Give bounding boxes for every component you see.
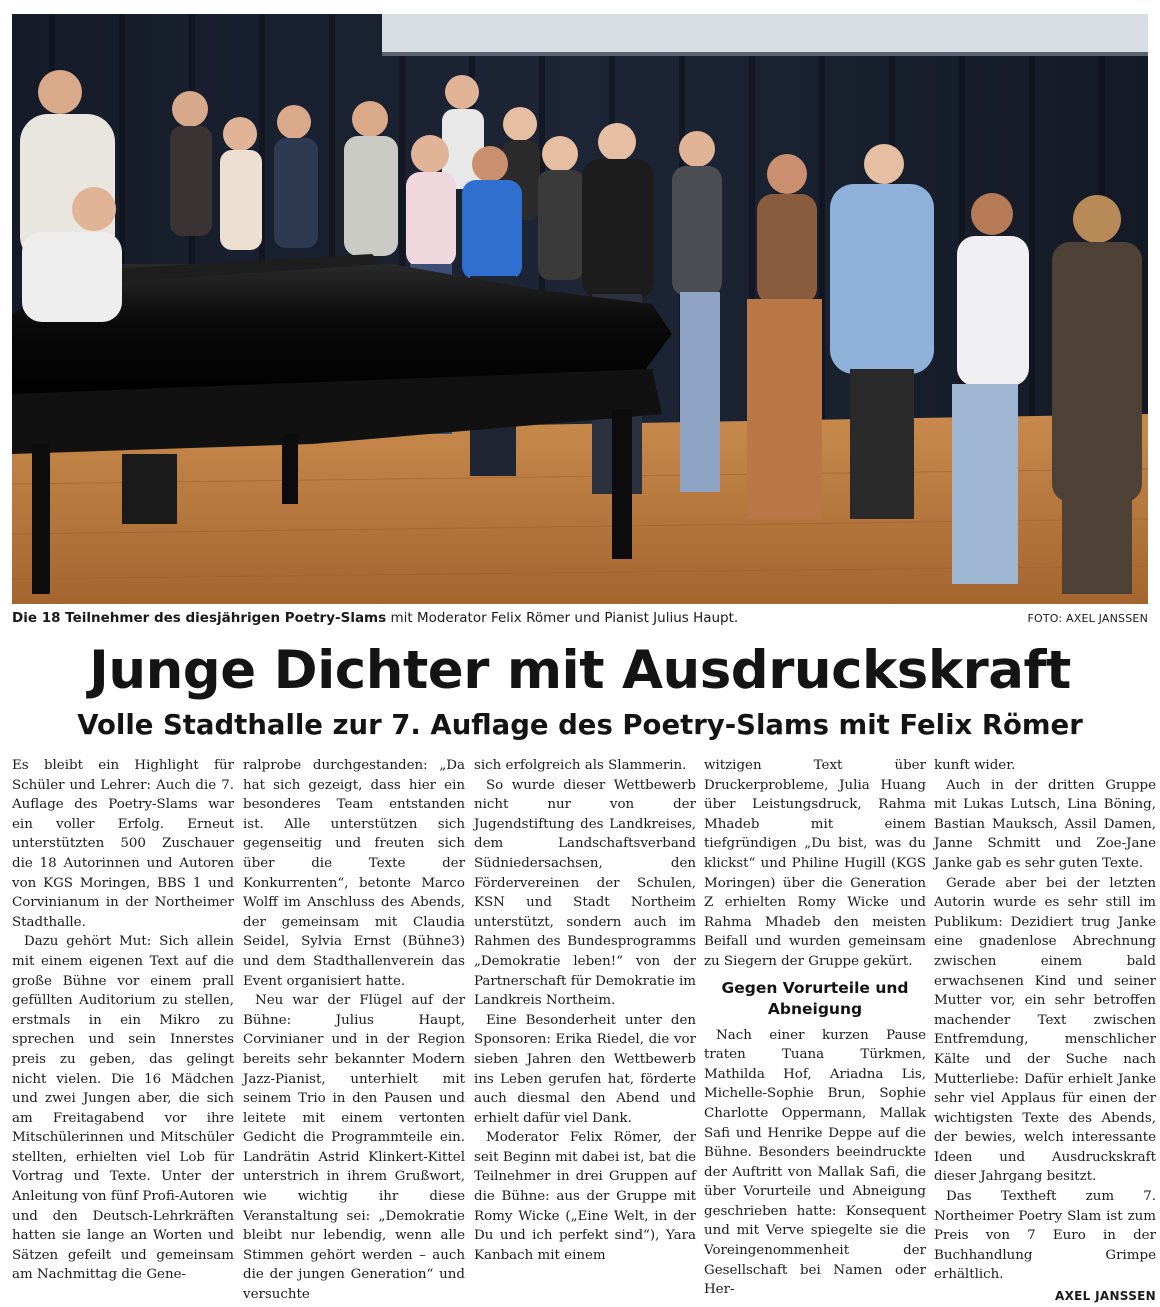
article-photo bbox=[12, 14, 1148, 604]
headline: Junge Dichter mit Ausdruckskraft bbox=[89, 640, 1071, 701]
column-2 bbox=[243, 756, 465, 1305]
projection-screen bbox=[382, 14, 1148, 54]
paragraph: ralprobe durchgestanden: „Da hat sich gezeigt, dass hier ein besonderes Team entstanden ist. Alle unterstützen sich gegenseitig und freuten sich über die Texte der Konkurrenten“, betonte Marco Wolff im Anschluss des Abends, der gemeinsam mit Claudia Seidel, Sylvia Ernst (Bühne3) und dem Stadthallenverein das Event organisiert hatte. bbox=[243, 758, 465, 989]
paragraph: Es bleibt ein Highlight für Schüler und Lehrer: Auch die 7. Auflage des Poetry-Slams war ein voller Erfolg. Erneut unterstützten 500 Zuschauer die 18 Autorinnen und Autoren von KGS Moringen, BBS 1 und Corvinianum in der Northeimer Stadthalle. bbox=[12, 758, 234, 930]
column-3 bbox=[474, 756, 696, 1265]
paragraph: Gerade aber bei der letzten Autorin wurde es sehr still im Publikum: Dezidiert trug Janke eine gnadenlose Abrechnung zwischen einem bald erwachsenen Kind und seiner Mutter vor, ein sehr betroffen machender Text zwischen Entfremdung, menschlicher Kälte und der Suche nach Mutterliebe: Dafür erhielt Janke sehr viel Applaus für einen der wichtigsten Texte des Abends, der bewies, welch interessante Ideen und Ausdruckskraft dieser Jahrgang besitzt. bbox=[934, 875, 1156, 1185]
paragraph: kunft wider. bbox=[934, 758, 1016, 773]
caption-rest: mit Moderator Felix Römer und Pianist Julius Haupt. bbox=[386, 610, 739, 626]
caption-bold: Die 18 Teilnehmer des diesjährigen Poetry-Slams bbox=[12, 610, 387, 626]
paragraph: Nach einer kurzen Pause traten Tuana Türkmen, Mathilda Hof, Ariadna Lis, Michelle-Sophie Brun, Sophie Charlotte Oppermann, Mallak Safi und Henrike Deppe auf die Bühne. Besonders beeindruckte der Auftritt von Mallak Safi, die über Vorurteile und Abneigung geschrieben hatte: Konsequent und mit Verve spiegelte sie die Voreingenommenheit der Gesellschaft bei Namen oder Her- bbox=[704, 1027, 926, 1298]
section-subheading: Gegen Vorurteile und Abneigung bbox=[721, 978, 909, 1018]
photo-caption bbox=[12, 608, 1148, 628]
paragraph: sich erfolgreich als Slammerin. bbox=[474, 758, 687, 773]
paragraph: witzigen Text über Druckerprobleme, Julia Huang über Leistungsdruck, Rahma Mhadeb mit einem tiefgründigen „Du bist, was du klickst“ und Philine Hugill (KGS Moringen) über die Generation Z erhielten Romy Wicke und Rahma Mhadeb den meisten Beifall und wurden gemeinsam zu Siegern der Gruppe gekürt. bbox=[704, 758, 926, 969]
column-4 bbox=[704, 756, 926, 1300]
caption-text bbox=[12, 610, 738, 626]
author-byline: AXEL JANSSEN bbox=[1055, 1289, 1156, 1304]
paragraph: Das Textheft zum 7. Northeimer Poetry Slam ist zum Preis von 7 Euro in der Buchhandlung Grimpe erhältlich. bbox=[934, 1189, 1156, 1283]
stage-photo-illustration bbox=[12, 14, 1148, 604]
paragraph: Dazu gehört Mut: Sich allein mit einem eigenen Text auf die große Bühne vor einem prall gefüllten Auditorium zu stellen, erstmals in ein Mikro zu sprechen und sein Innerstes preis zu geben, das gelingt nicht vielen. Die 16 Mädchen und zwei Jungen aber, die sich am Freitagabend vor ihre Mitschülerinnen und Mitschüler stellten, erhielten viel Lob für Vortrag und Texte. Unter der Anleitung von fünf Profi-Autoren und den Deutsch-Lehrkräften hatten sie lange an Worten und Sätzen gefeilt und gemeinsam am Nachmittag die Gene- bbox=[12, 934, 234, 1283]
paragraph: Neu war der Flügel auf der Bühne: Julius Haupt, Corvinianer und in der Region bereits sehr bekannter Modern Jazz-Pianist, unterhielt mit seinem Trio in den Pausen und leitete mit einem vertonten Gedicht die Programmteile ein. Landrätin Astrid Klinkert-Kittel unterstrich in ihrem Grußwort, wie wichtig ihr diese Veranstaltung sei: „Demokratie bleibt nur lebendig, wenn alle Stimmen gehört werden – auch die der jungen Generation“ und versuchte bbox=[243, 993, 465, 1303]
paragraph: Auch in der dritten Gruppe mit Lukas Lutsch, Lina Böning, Bastian Mauksch, Assil Damen, Janne Schmitt und Zoe-Jane Janke gab es sehr guten Texte. bbox=[934, 777, 1156, 871]
paragraph: Eine Besonderheit unter den Sponsoren: Erika Riedel, die vor sieben Jahren den Wettbewerb ins Leben gerufen hat, förderte auch diesmal den Abend und erhielt dafür viel Dank. bbox=[474, 1012, 696, 1126]
subheadline: Volle Stadthalle zur 7. Auflage des Poetry-Slams mit Felix Römer bbox=[77, 709, 1083, 741]
photo-credit: FOTO: AXEL JANSSEN bbox=[1027, 612, 1148, 625]
column-5 bbox=[934, 756, 1156, 1307]
paragraph: Moderator Felix Römer, der seit Beginn mit dabei ist, bat die Teilnehmer in drei Gruppen auf die Bühne: aus der Gruppe mit Romy Wicke („Eine Welt, in der Du und ich perfekt sind“), Yara Kanbach mit einem bbox=[474, 1130, 696, 1263]
column-1 bbox=[12, 756, 234, 1285]
paragraph: So wurde dieser Wettbewerb nicht nur von der Jugendstiftung des Landkreises, dem Landschaftsverband Südniedersachsen, den Fördervereinen der Schulen, KSN und Stadt Northeim unterstützt, sondern auch im Rahmen des Bundesprogramms „Demokratie leben!“ von der Partnerschaft für Demokratie im Landkreis Northeim. bbox=[474, 777, 696, 1009]
